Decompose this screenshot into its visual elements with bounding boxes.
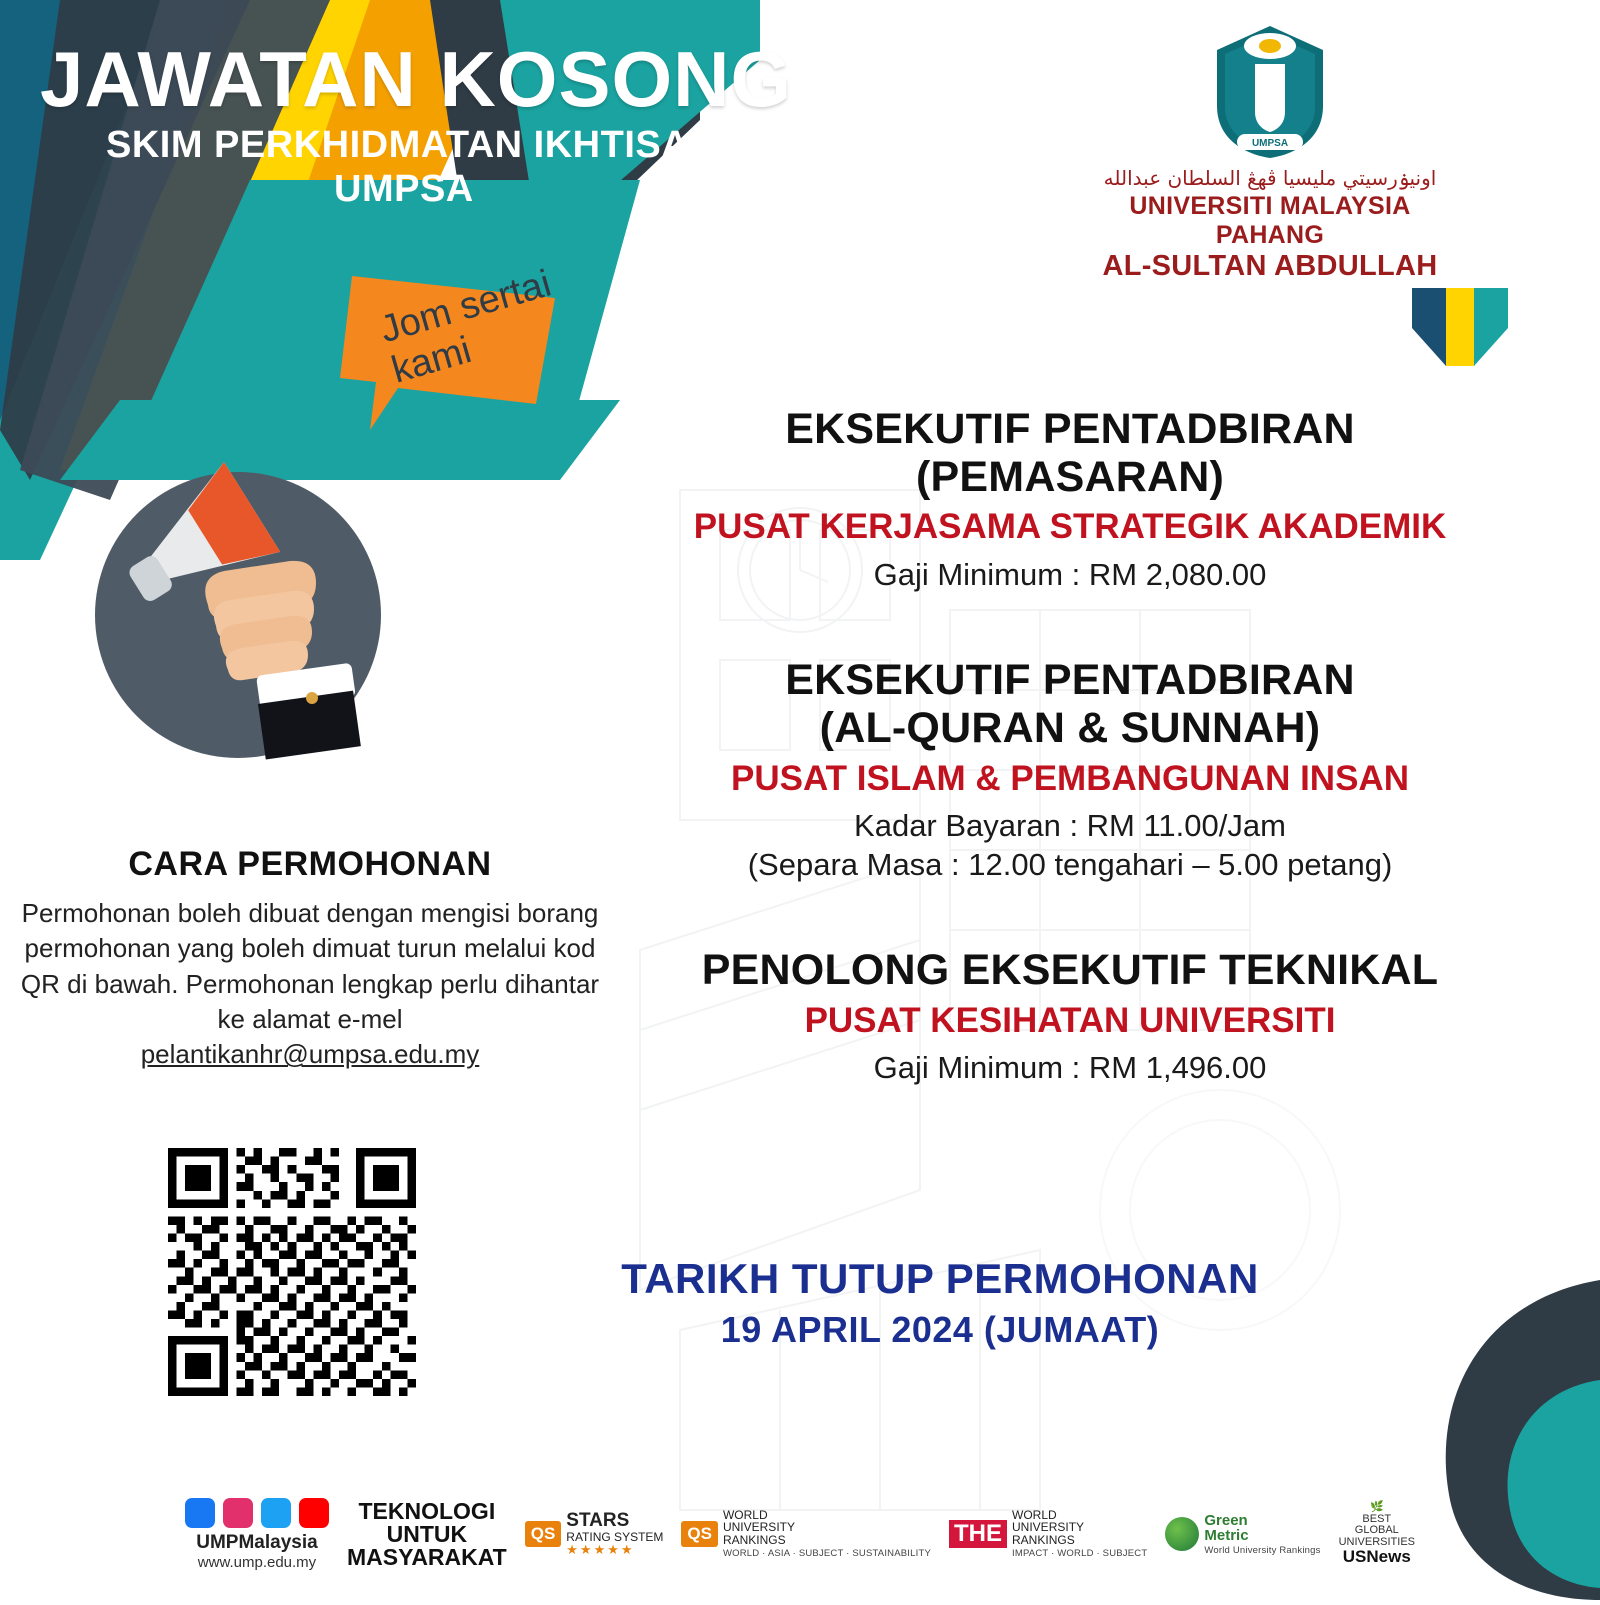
page-subtitle-line2: UMPSA bbox=[334, 167, 474, 210]
usnews-line2: GLOBAL bbox=[1354, 1524, 1399, 1537]
application-instructions bbox=[20, 845, 600, 1070]
logo-line1: UNIVERSITI MALAYSIA PAHANG bbox=[1129, 192, 1411, 249]
job-listing bbox=[600, 946, 1540, 1087]
greenmetric-detail: World University Rankings bbox=[1204, 1544, 1321, 1556]
qs-world-line1: WORLD bbox=[722, 1507, 768, 1522]
tagline-line1: TEKNOLOGI bbox=[358, 1497, 496, 1524]
job-title-line2: (PEMASARAN) bbox=[916, 453, 1224, 502]
website-url[interactable]: www.ump.edu.my bbox=[197, 1553, 317, 1571]
corner-flag-icon bbox=[1412, 288, 1508, 366]
facebook-icon[interactable] bbox=[185, 1498, 215, 1528]
speech-bubble-text: Jom sertai kami bbox=[375, 262, 556, 392]
job-title-line1: EKSEKUTIF PENTADBIRAN bbox=[785, 405, 1355, 453]
qs-world-line2: UNIVERSITY bbox=[722, 1520, 795, 1535]
social-block bbox=[185, 1498, 329, 1571]
job-listing bbox=[600, 405, 1540, 594]
tagline bbox=[346, 1497, 507, 1570]
badge-qs-world bbox=[681, 1509, 931, 1560]
social-icons bbox=[185, 1498, 329, 1528]
badge-ui-greenmetric bbox=[1165, 1513, 1320, 1556]
social-handle: UMPMalaysia bbox=[196, 1531, 318, 1553]
page-title: JAWATAN KOSONG bbox=[40, 35, 793, 123]
job-department: PUSAT KERJASAMA STRATEGIK AKADEMIK bbox=[693, 507, 1447, 547]
poster-header bbox=[40, 35, 1040, 211]
badge-the bbox=[949, 1509, 1147, 1560]
job-title-line1: PENOLONG EKSEKUTIF TEKNIKAL bbox=[701, 946, 1439, 995]
job-listings bbox=[600, 405, 1540, 1150]
qs-world-line3: RANKINGS bbox=[722, 1532, 786, 1547]
job-pay: Kadar Bayaran : RM 11.00/Jam bbox=[854, 807, 1286, 843]
greenmetric-line2: Metric bbox=[1204, 1526, 1249, 1544]
closing-date-label: TARIKH TUTUP PERMOHONAN bbox=[621, 1255, 1259, 1302]
usnews-line3: UNIVERSITIES bbox=[1338, 1535, 1415, 1548]
umpsa-logo-icon bbox=[1211, 20, 1329, 160]
job-department: PUSAT KESIHATAN UNIVERSITI bbox=[804, 1000, 1336, 1040]
closing-date-value: 19 APRIL 2024 (JUMAAT) bbox=[720, 1309, 1160, 1350]
the-detail: IMPACT · WORLD · SUBJECT bbox=[1012, 1548, 1148, 1560]
badge-qs-stars bbox=[525, 1511, 664, 1557]
job-department: PUSAT ISLAM & PEMBANGUNAN INSAN bbox=[731, 758, 1409, 798]
greenmetric-line1: Green bbox=[1204, 1511, 1248, 1529]
application-title: CARA PERMOHONAN bbox=[128, 845, 492, 883]
page-subtitle-line1: SKIM PERKHIDMATAN IKHTISAS bbox=[106, 124, 716, 167]
badge-usnews bbox=[1339, 1502, 1415, 1566]
qs-mark: QS bbox=[525, 1521, 562, 1547]
twitter-icon[interactable] bbox=[261, 1498, 291, 1528]
instagram-icon[interactable] bbox=[223, 1498, 253, 1528]
logo-line2: AL-SULTAN ABDULLAH bbox=[1102, 250, 1438, 282]
tagline-line3: MASYARAKAT bbox=[346, 1543, 507, 1570]
megaphone-illustration bbox=[88, 430, 388, 760]
the-mark: THE bbox=[949, 1520, 1007, 1548]
application-body: Permohonan boleh dibuat dengan mengisi borang permohonan yang boleh dimuat turun melalui kod QR di bawah. Permohonan lengkap perlu dihantar ke alamat e-mel bbox=[20, 898, 600, 1035]
qs-stars-rating: ★★★★★ bbox=[566, 1542, 635, 1558]
svg-text:UMPSA: UMPSA bbox=[1251, 138, 1289, 149]
application-email-link[interactable]: pelantikanhr@umpsa.edu.my bbox=[140, 1039, 480, 1070]
tagline-line2: UNTUK bbox=[386, 1520, 468, 1547]
wreath-icon: 🌿 BEST GLOBAL UNIVERSITIES USNews bbox=[1338, 1500, 1415, 1567]
job-pay: Gaji Minimum : RM 2,080.00 bbox=[873, 556, 1267, 592]
qs-world-mark: QS bbox=[681, 1521, 718, 1547]
job-title bbox=[600, 405, 1540, 501]
qs-stars-name: STARS bbox=[566, 1509, 630, 1531]
footer-bar bbox=[0, 1486, 1600, 1582]
job-pay-note: (Separa Masa : 12.00 tengahari – 5.00 petang) bbox=[747, 846, 1393, 882]
job-listing bbox=[600, 656, 1540, 884]
closing-date bbox=[470, 1255, 1410, 1351]
usnews-line1: BEST bbox=[1362, 1512, 1392, 1525]
job-title bbox=[600, 656, 1540, 752]
the-line1: WORLD bbox=[1012, 1507, 1057, 1522]
the-line2: UNIVERSITY bbox=[1012, 1520, 1085, 1535]
speech-bubble bbox=[340, 262, 565, 430]
the-line3: RANKINGS bbox=[1012, 1532, 1075, 1547]
job-pay: Gaji Minimum : RM 1,496.00 bbox=[873, 1049, 1267, 1085]
page-subtitle bbox=[40, 124, 1040, 211]
job-title-line2: (AL-QURAN & SUNNAH) bbox=[819, 704, 1321, 753]
qr-code[interactable] bbox=[168, 1148, 416, 1396]
job-title bbox=[600, 946, 1540, 994]
usnews-mark: USNews bbox=[1342, 1547, 1411, 1567]
qs-stars-sub: RATING SYSTEM bbox=[566, 1529, 664, 1544]
umpsa-logo-block bbox=[1090, 20, 1450, 283]
qs-world-detail: WORLD · ASIA · SUBJECT · SUSTAINABILITY bbox=[722, 1548, 932, 1560]
youtube-icon[interactable] bbox=[299, 1498, 329, 1528]
globe-icon bbox=[1165, 1517, 1199, 1551]
job-title-line1: EKSEKUTIF PENTADBIRAN bbox=[785, 656, 1355, 705]
logo-jawi-text: اونيۏرسيتي مليسيا ڤهڠ السلطان عبدالله bbox=[1103, 166, 1437, 190]
